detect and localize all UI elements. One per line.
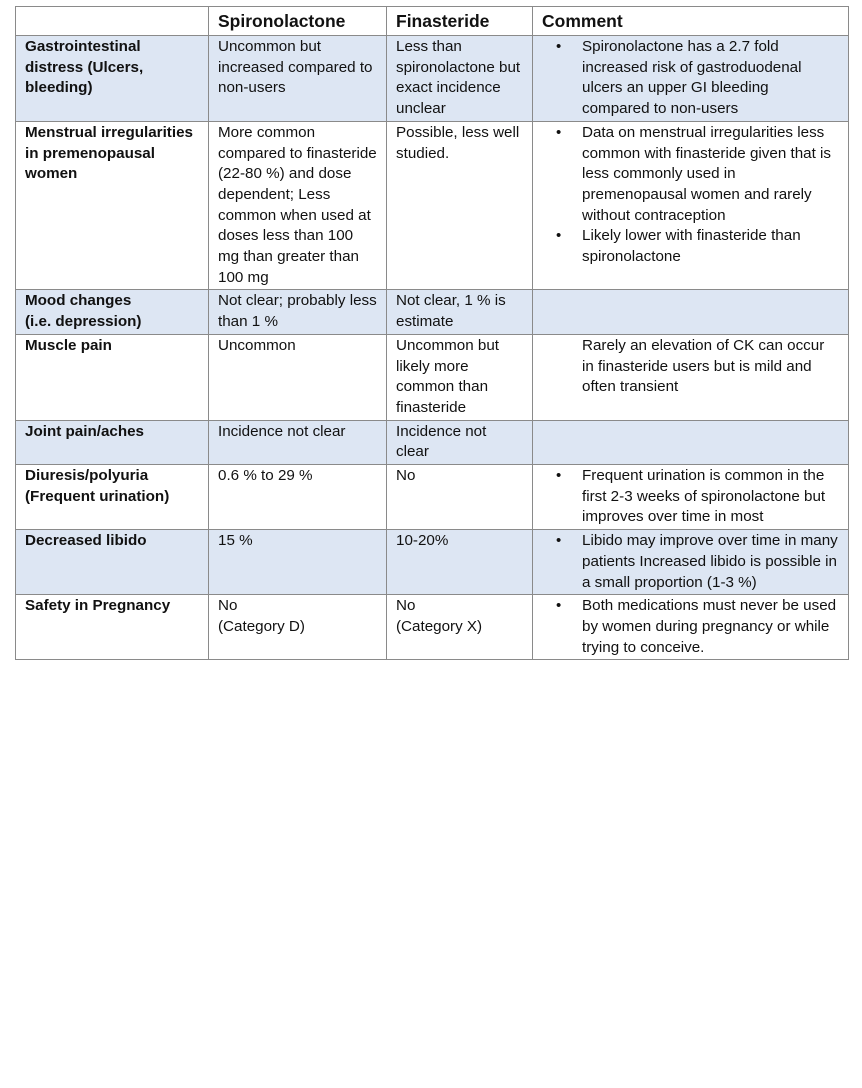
finasteride-cell: Not clear, 1 % is estimate: [387, 290, 533, 334]
comment-bullet: • Frequent urination is common in the first 2-3 weeks of spironolactone but improves over time in most: [582, 466, 839, 528]
row-label: Diuresis/polyuria (Frequent urination): [16, 465, 209, 530]
finasteride-cell: Uncommon but likely more common than finasteride: [387, 334, 533, 420]
spironolactone-cell: Not clear; probably less than 1 %: [209, 290, 387, 334]
table-row: [16, 36, 849, 122]
header-finasteride: Finasteride: [387, 7, 533, 36]
row-label: Safety in Pregnancy: [16, 595, 209, 660]
comment-cell: [533, 36, 849, 122]
header-empty-cell: [16, 7, 209, 36]
comment-cell: [533, 334, 849, 420]
comment-bullet: • Likely lower with finasteride than spironolactone: [582, 226, 839, 267]
comment-cell: [533, 121, 849, 290]
finasteride-cell: 10-20%: [387, 530, 533, 595]
row-label: Menstrual irregularities in premenopausal women: [16, 121, 209, 290]
comment-bullet: • Spironolactone has a 2.7 fold increased risk of gastroduodenal ulcers an upper GI bleeding compared to non-users: [582, 37, 839, 120]
table-row: [16, 595, 849, 660]
spironolactone-cell: 15 %: [209, 530, 387, 595]
comment-cell: [533, 530, 849, 595]
side-effects-comparison-table: [15, 6, 849, 660]
spironolactone-cell: Uncommon but increased compared to non-users: [209, 36, 387, 122]
comment-list: [542, 466, 839, 528]
comment-cell: [533, 595, 849, 660]
spironolactone-cell: Incidence not clear: [209, 420, 387, 464]
comment-note: Rarely an elevation of CK can occur in finasteride users but is mild and often transient: [582, 336, 825, 396]
header-row: [16, 7, 849, 36]
spironolactone-cell: More common compared to finasteride (22-80 %) and dose dependent; Less common when used at doses less than 100 mg than greater than 100 mg: [209, 121, 387, 290]
spironolactone-cell: Uncommon: [209, 334, 387, 420]
finasteride-cell: Incidence not clear: [387, 420, 533, 464]
comment-bullet: • Data on menstrual irregularities less common with finasteride given that is less commonly used in premenopausal women and rarely without contraception: [582, 123, 839, 227]
table-row: [16, 465, 849, 530]
row-label: Joint pain/aches: [16, 420, 209, 464]
comment-cell: [533, 290, 849, 334]
row-label: Decreased libido: [16, 530, 209, 595]
row-label: Mood changes (i.e. depression): [16, 290, 209, 334]
finasteride-cell: No: [387, 465, 533, 530]
table-row: [16, 530, 849, 595]
row-label: Muscle pain: [16, 334, 209, 420]
table-row: [16, 121, 849, 290]
spironolactone-cell: No (Category D): [209, 595, 387, 660]
row-label: Gastrointestinal distress (Ulcers, bleeding): [16, 36, 209, 122]
table-row: [16, 290, 849, 334]
comment-bullet: • Libido may improve over time in many patients Increased libido is possible in a small proportion (1-3 %): [582, 531, 839, 593]
comment-list: [542, 531, 839, 593]
comment-list: [542, 123, 839, 268]
comment-list: [542, 596, 839, 658]
spironolactone-cell: 0.6 % to 29 %: [209, 465, 387, 530]
comment-bullet: • Both medications must never be used by women during pregnancy or while trying to conceive.: [582, 596, 839, 658]
header-spironolactone: Spironolactone: [209, 7, 387, 36]
header-comment: Comment: [533, 7, 849, 36]
table-row: [16, 334, 849, 420]
finasteride-cell: Less than spironolactone but exact incidence unclear: [387, 36, 533, 122]
finasteride-cell: No (Category X): [387, 595, 533, 660]
table-row: [16, 420, 849, 464]
comment-cell: [533, 465, 849, 530]
comment-list: [542, 37, 839, 120]
table-body: [16, 36, 849, 660]
finasteride-cell: Possible, less well studied.: [387, 121, 533, 290]
comment-cell: [533, 420, 849, 464]
